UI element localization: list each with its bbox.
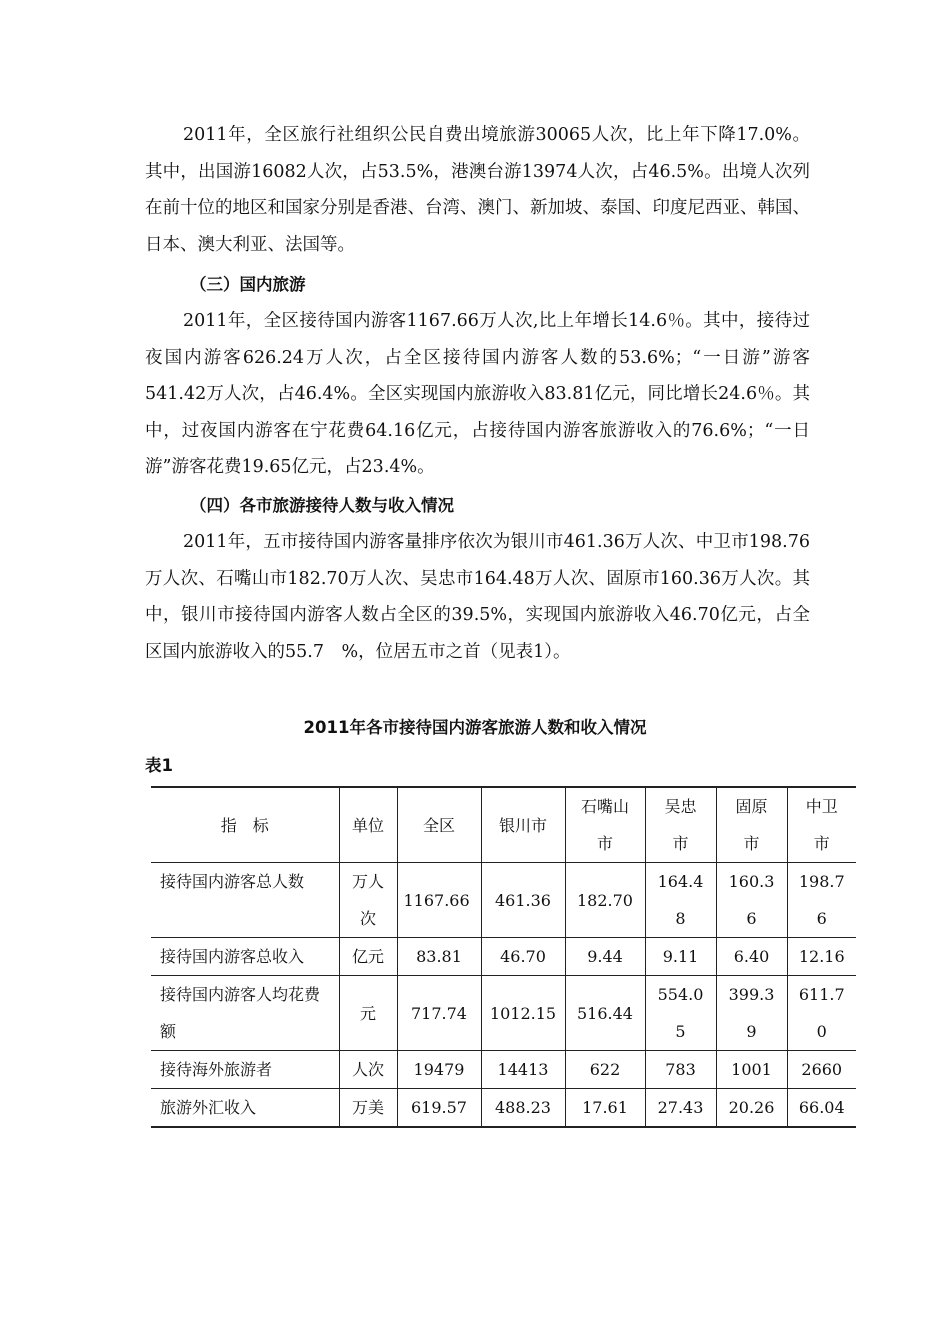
paragraph-outbound: 2011年，全区旅行社组织公民自费出境旅游30065人次，比上年下降17.0%。其中，出国游16082人次，占53.5%，港澳台游13974人次，占46.5%。出境人次列在前十位的地区和国家分别是香港、台湾、澳门、新加坡、泰国、印度尼西亚、韩国、日本、澳大利亚、法国等。 (145, 125, 810, 255)
value-cell: 17.61 (565, 1089, 645, 1128)
row-label: 接待国内游客人均花费额 (151, 976, 339, 1051)
value-cell: 6.40 (716, 938, 787, 976)
table-row (151, 863, 856, 938)
row-label: 接待国内游客总人数 (151, 863, 339, 938)
value-cell: 12.16 (787, 938, 856, 976)
value-cell: 164.48 (645, 863, 716, 938)
value-cell: 783 (645, 1051, 716, 1089)
header-cell: 银川市 (481, 787, 565, 863)
value-cell: 1167.66 (397, 863, 481, 938)
header-cell: 吴忠市 (645, 787, 716, 863)
value-cell: 9.11 (645, 938, 716, 976)
table-header-row (151, 787, 856, 863)
value-cell: 461.36 (481, 863, 565, 938)
heading-domestic-tourism: （三）国内旅游 (190, 275, 306, 294)
header-cell: 全区 (397, 787, 481, 863)
row-label: 接待海外旅游者 (151, 1051, 339, 1089)
table-label: 表1 (145, 756, 173, 775)
table-row (151, 938, 856, 976)
row-label: 旅游外汇收入 (151, 1089, 339, 1128)
value-cell: 488.23 (481, 1089, 565, 1128)
value-cell: 20.26 (716, 1089, 787, 1128)
unit-cell: 万人次 (339, 863, 397, 938)
unit-cell: 人次 (339, 1051, 397, 1089)
table-title: 2011年各市接待国内游客旅游人数和收入情况 (303, 718, 647, 737)
value-cell: 619.57 (397, 1089, 481, 1128)
value-cell: 160.36 (716, 863, 787, 938)
value-cell: 83.81 (397, 938, 481, 976)
paragraph-domestic: 2011年，全区接待国内游客1167.66万人次,比上年增长14.6％。其中，接待过夜国内游客626.24万人次，占全区接待国内游客人数的53.6%；“一日游”游客541.42万人次，占46.4%。全区实现国内旅游收入83.81亿元，同比增长24.6％。其中，过夜国内游客在宁花费64.16亿元，占接待国内游客旅游收入的76.6%；“一日游”游客花费19.65亿元，占23.4%。 (145, 311, 810, 477)
value-cell: 27.43 (645, 1089, 716, 1128)
value-cell: 19479 (397, 1051, 481, 1089)
header-cell: 单位 (339, 787, 397, 863)
value-cell: 46.70 (481, 938, 565, 976)
unit-cell: 亿元 (339, 938, 397, 976)
row-label: 接待国内游客总收入 (151, 938, 339, 976)
value-cell: 717.74 (397, 976, 481, 1051)
unit-cell: 元 (339, 976, 397, 1051)
header-cell: 固原市 (716, 787, 787, 863)
value-cell: 516.44 (565, 976, 645, 1051)
value-cell: 9.44 (565, 938, 645, 976)
unit-cell: 万美 (339, 1089, 397, 1128)
value-cell: 182.70 (565, 863, 645, 938)
value-cell: 2660 (787, 1051, 856, 1089)
table-row (151, 1089, 856, 1128)
table-row (151, 976, 856, 1051)
value-cell: 611.70 (787, 976, 856, 1051)
value-cell: 554.05 (645, 976, 716, 1051)
value-cell: 1001 (716, 1051, 787, 1089)
header-cell: 中卫市 (787, 787, 856, 863)
heading-city-reception: （四）各市旅游接待人数与收入情况 (190, 496, 454, 515)
header-cell: 石嘴山市 (565, 787, 645, 863)
paragraph-cities: 2011年，五市接待国内游客量排序依次为银川市461.36万人次、中卫市198.76万人次、石嘴山市182.70万人次、吴忠市164.48万人次、固原市160.36万人次。其中，银川市接待国内游客人数占全区的39.5%，实现国内旅游收入46.70亿元，占全区国内旅游收入的55.7 %，位居五市之首（见表1）。 (145, 532, 810, 662)
value-cell: 1012.15 (481, 976, 565, 1051)
value-cell: 66.04 (787, 1089, 856, 1128)
value-cell: 622 (565, 1051, 645, 1089)
table-row (151, 1051, 856, 1089)
tourism-table (151, 786, 856, 1128)
header-cell: 指 标 (151, 787, 339, 863)
value-cell: 198.76 (787, 863, 856, 938)
value-cell: 14413 (481, 1051, 565, 1089)
value-cell: 399.39 (716, 976, 787, 1051)
